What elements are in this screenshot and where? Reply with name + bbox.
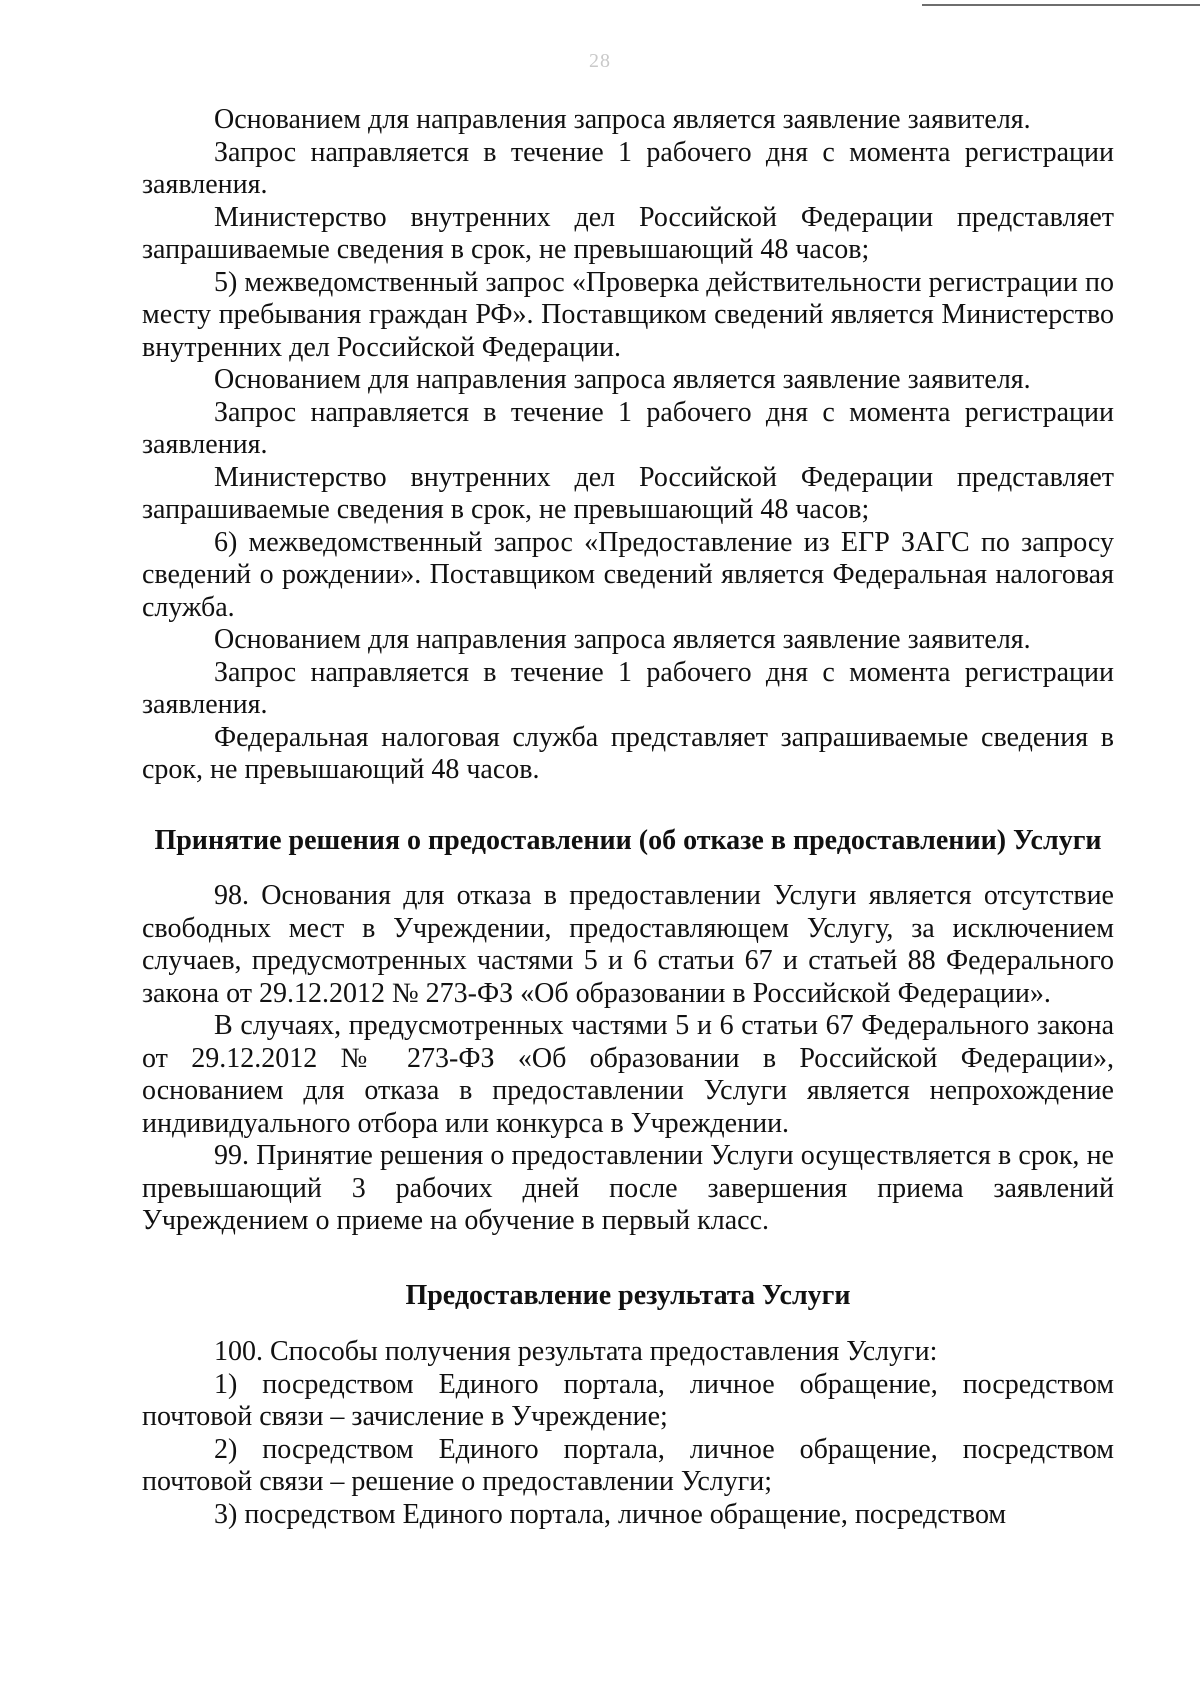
paragraph: Запрос направляется в течение 1 рабочего дня с момента регистрации заявления. bbox=[142, 396, 1114, 460]
paragraph: 99. Принятие решения о предоставлении Услуги осуществляется в срок, не превышающий 3 рабочих дней после завершения приема заявлений Учреждением о приеме на обучение в первый класс. bbox=[142, 1140, 1114, 1236]
paragraph: Запрос направляется в течение 1 рабочего дня с момента регистрации заявления. bbox=[142, 656, 1114, 720]
paragraph: Основанием для направления запроса является заявление заявителя. bbox=[214, 104, 1031, 135]
list-item: 1) посредством Единого портала, личное обращение, посредством почтовой связи – зачисление в Учреждение; bbox=[142, 1368, 1114, 1432]
paragraph: 5) межведомственный запрос «Проверка действительности регистрации по месту пребывания граждан РФ». Поставщиком сведений является Министерство внутренних дел Российской Федерации. bbox=[142, 266, 1114, 363]
page-content bbox=[142, 104, 1114, 1531]
paragraph: Основанием для направления запроса является заявление заявителя. bbox=[214, 364, 1031, 395]
list-item: 3) посредством Единого портала, личное обращение, посредством bbox=[214, 1498, 1007, 1530]
paragraph: Министерство внутренних дел Российской Федерации представляет запрашиваемые сведения в срок, не превышающий 48 часов; bbox=[142, 461, 1114, 525]
top-edge-rule bbox=[922, 4, 1200, 6]
section-heading: Предоставление результата Услуги bbox=[405, 1279, 851, 1311]
paragraph: 100. Способы получения результата предоставления Услуги: bbox=[214, 1336, 938, 1367]
paragraph: 98. Основания для отказа в предоставлении Услуги является отсутствие свободных мест в Учреждении, предоставляющем Услугу, за исключением случаев, предусмотренных частями 5 и 6 статьи 67 и статьей 88 Федерального закона от 29.12.2012 № 273-ФЗ «Об образовании в Российской Федерации». bbox=[142, 880, 1114, 1009]
page-number: 28 bbox=[589, 50, 611, 72]
paragraph: Запрос направляется в течение 1 рабочего дня с момента регистрации заявления. bbox=[142, 136, 1114, 200]
section-heading: Принятие решения о предоставлении (об отказе в предоставлении) Услуги bbox=[154, 824, 1102, 856]
paragraph: Основанием для направления запроса является заявление заявителя. bbox=[214, 624, 1031, 655]
paragraph: Министерство внутренних дел Российской Федерации представляет запрашиваемые сведения в срок, не превышающий 48 часов; bbox=[142, 201, 1114, 265]
paragraph: Федеральная налоговая служба представляет запрашиваемые сведения в срок, не превышающий 48 часов. bbox=[142, 721, 1114, 785]
list-item: 2) посредством Единого портала, личное обращение, посредством почтовой связи – решение о предоставлении Услуги; bbox=[142, 1433, 1114, 1497]
paragraph: В случаях, предусмотренных частями 5 и 6 статьи 67 Федерального закона от 29.12.2012 № 273-ФЗ «Об образовании в Российской Федерации», основанием для отказа в предоставлении Услуги является непрохождение индивидуального отбора или конкурса в Учреждении. bbox=[142, 1010, 1114, 1139]
paragraph: 6) межведомственный запрос «Предоставление из ЕГР ЗАГС по запросу сведений о рождении». Поставщиком сведений является Федеральная налоговая служба. bbox=[142, 526, 1114, 623]
